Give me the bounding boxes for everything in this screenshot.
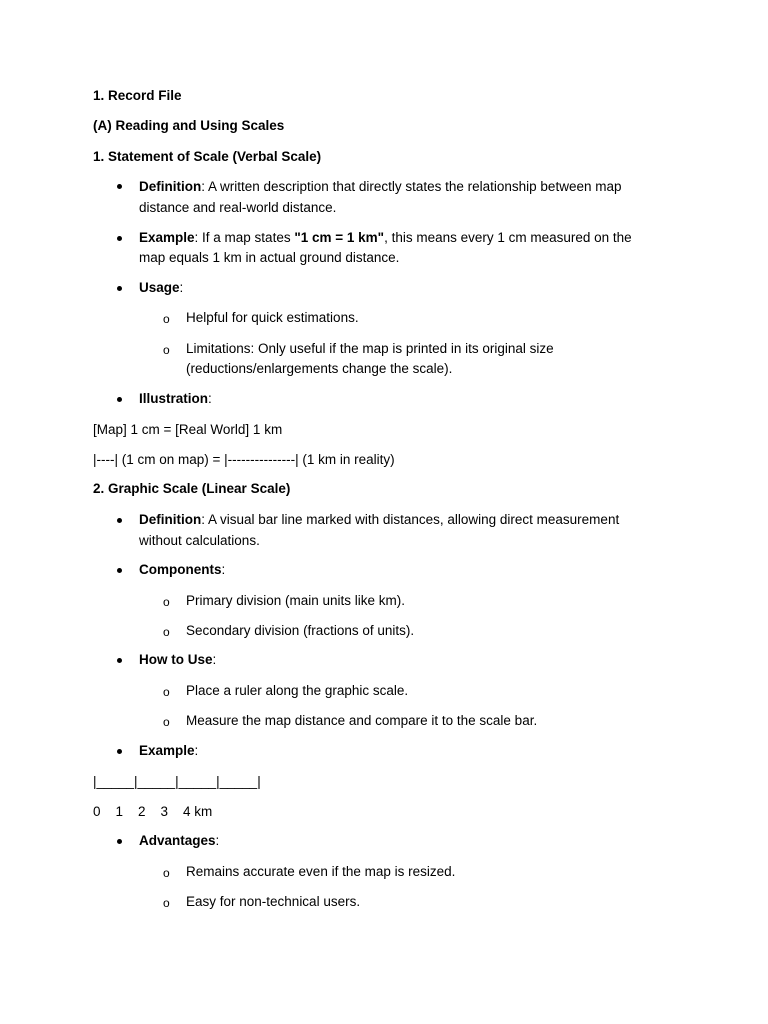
bullet-icon: [117, 518, 122, 523]
howto-item: Place a ruler along the graphic scale.: [186, 683, 409, 698]
usage-label: Usage: [139, 280, 180, 295]
graphic-scale-heading: 2. Graphic Scale (Linear Scale): [93, 481, 291, 496]
components-colon: :: [221, 562, 226, 577]
components-item: Primary division (main units like km).: [186, 593, 406, 608]
illustration-colon: :: [208, 391, 212, 406]
definition-text-continued: without calculations.: [139, 533, 260, 548]
howto-label: How to Use: [139, 652, 213, 667]
sub-bullet-icon: o: [163, 625, 170, 639]
example-text-post: , this means every 1 cm measured on the: [384, 230, 632, 245]
advantages-paragraph: [139, 831, 219, 852]
example-label: Example: [139, 230, 195, 245]
usage-item-continued: (reductions/enlargements change the scale).: [186, 361, 453, 376]
bullet-icon: [117, 184, 122, 189]
bullet-icon: [117, 749, 122, 754]
components-item: Secondary division (fractions of units).: [186, 623, 415, 638]
sub-bullet-icon: o: [163, 866, 170, 880]
scale-bar-text: |_____|_____|_____|_____|: [93, 774, 261, 789]
sub-bullet-icon: o: [163, 896, 170, 910]
sub-bullet-icon: o: [163, 312, 170, 326]
example-label: Example: [139, 743, 195, 758]
bullet-icon: [117, 658, 122, 663]
bullet-icon: [117, 568, 122, 573]
definition-text-continued: distance and real-world distance.: [139, 200, 337, 215]
illustration-line: [Map] 1 cm = [Real World] 1 km: [93, 422, 283, 437]
definition-text: : A written description that directly states the relationship between map: [201, 179, 622, 194]
advantages-item: Easy for non-technical users.: [186, 894, 361, 909]
advantages-item: Remains accurate even if the map is resized.: [186, 864, 456, 879]
bullet-icon: [117, 839, 122, 844]
illustration-label: Illustration: [139, 391, 209, 406]
components-paragraph: [139, 560, 225, 581]
definition-paragraph: [139, 177, 621, 198]
definition-label: Definition: [139, 512, 202, 527]
sub-bullet-icon: o: [163, 715, 170, 729]
howto-item: Measure the map distance and compare it to the scale bar.: [186, 713, 538, 728]
definition-label: Definition: [139, 179, 202, 194]
advantages-colon: :: [215, 833, 220, 848]
components-label: Components: [139, 562, 222, 577]
howto-colon: :: [212, 652, 217, 667]
example-paragraph: [139, 741, 198, 762]
illustration-paragraph: [139, 389, 212, 410]
usage-colon: :: [179, 280, 184, 295]
example-colon: :: [194, 743, 199, 758]
bullet-icon: [117, 397, 122, 402]
reading-scales-heading: (A) Reading and Using Scales: [93, 118, 285, 133]
verbal-scale-heading: 1. Statement of Scale (Verbal Scale): [93, 149, 322, 164]
sub-bullet-icon: o: [163, 595, 170, 609]
example-paragraph: [139, 228, 632, 249]
scale-numbers-text: 0 1 2 3 4 km: [93, 804, 213, 819]
example-text-continued: map equals 1 km in actual ground distance.: [139, 250, 400, 265]
definition-text: : A visual bar line marked with distances, allowing direct measurement: [201, 512, 620, 527]
sub-bullet-icon: o: [163, 685, 170, 699]
example-quote: "1 cm = 1 km": [294, 230, 385, 245]
howto-paragraph: [139, 650, 216, 671]
advantages-label: Advantages: [139, 833, 216, 848]
definition-paragraph: [139, 510, 619, 531]
bullet-icon: [117, 286, 122, 291]
sub-bullet-icon: o: [163, 343, 170, 357]
usage-item: Helpful for quick estimations.: [186, 310, 359, 325]
usage-item: Limitations: Only useful if the map is printed in its original size: [186, 341, 554, 356]
record-file-heading: 1. Record File: [93, 88, 182, 103]
usage-paragraph: [139, 278, 183, 299]
example-text: : If a map states: [194, 230, 295, 245]
illustration-line: |----| (1 cm on map) = |---------------| (1 km in reality): [93, 452, 395, 467]
bullet-icon: [117, 236, 122, 241]
